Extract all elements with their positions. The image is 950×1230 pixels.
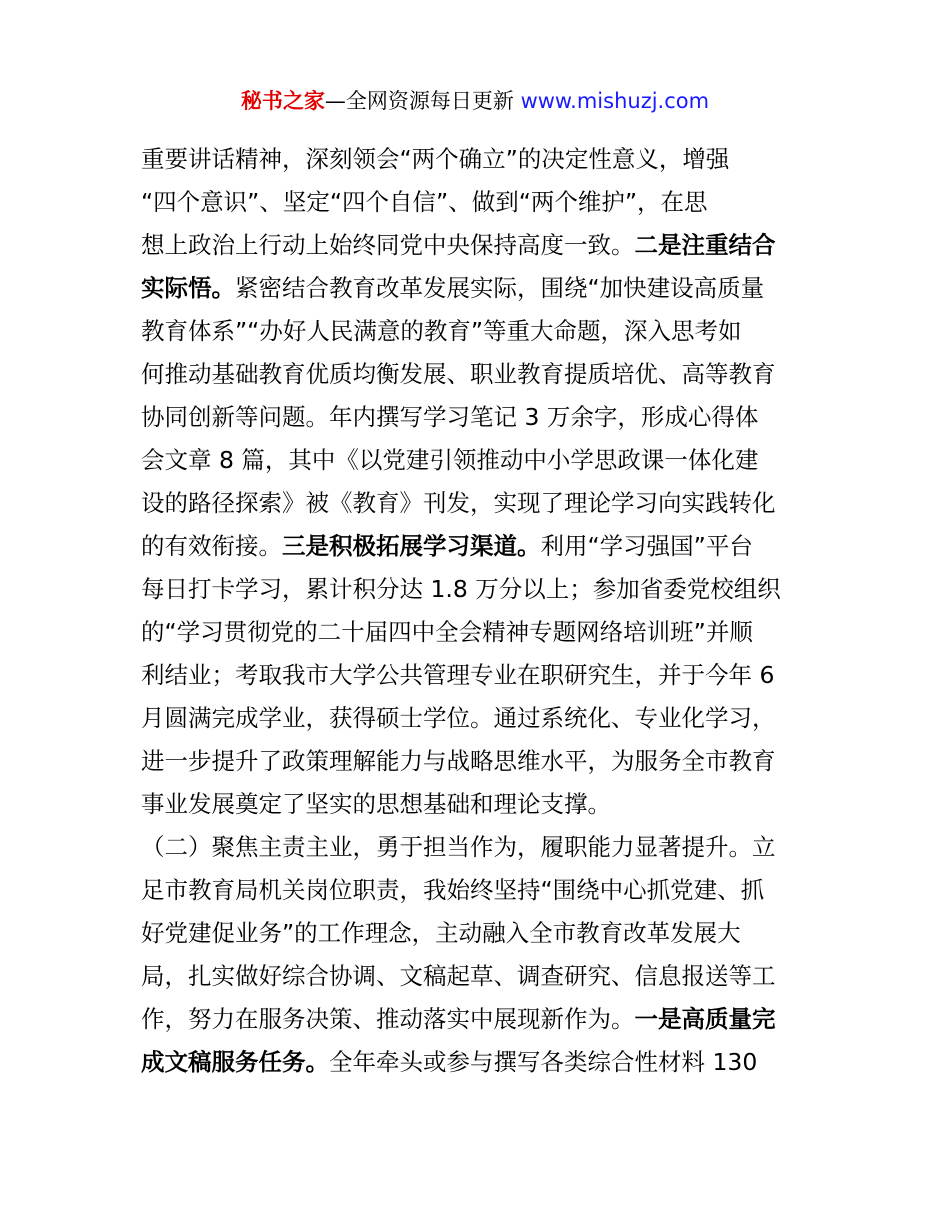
text-line: [141, 654, 821, 697]
bold-text-segment: 实际悟。: [141, 274, 235, 302]
text-line: [141, 912, 821, 955]
text-segment: 的“学习贯彻党的二十届四中全会精神专题网络培训班”并顺: [141, 618, 753, 646]
text-segment: 利用“学习强国”平台: [540, 532, 753, 560]
text-segment: 全年牵头或参与撰写各类综合性材料 130: [329, 1048, 758, 1076]
text-line: [141, 611, 821, 654]
text-segment: “四个意识”、坚定“四个自信”、做到“两个维护”，在思: [141, 188, 708, 216]
text-line: [141, 955, 821, 998]
text-segment: 足市教育局机关岗位职责，我始终坚持“围绕中心抓党建、抓: [141, 876, 765, 904]
text-segment: 月圆满完成学业，获得硕士学位。通过系统化、专业化学习，: [141, 704, 776, 732]
text-line: [141, 181, 821, 224]
text-line: [141, 482, 821, 525]
text-line: [141, 568, 821, 611]
text-line: [141, 783, 821, 826]
text-segment: 何推动基础教育优质均衡发展、职业教育提质培优、高等教育: [141, 360, 776, 388]
bold-text-segment: 三是积极拓展学习渠道。: [282, 532, 541, 560]
text-line: [141, 138, 821, 181]
text-segment: 局，扎实做好综合协调、文稿起草、调查研究、信息报送等工: [141, 962, 776, 990]
text-line: [141, 267, 821, 310]
text-segment: 设的路径探索》被《教育》刊发，实现了理论学习向实践转化: [141, 489, 776, 517]
site-brand: 秘书之家: [240, 89, 325, 113]
text-line: [141, 224, 821, 267]
text-segment: 重要讲话精神，深刻领会“两个确立”的决定性意义，增强: [141, 145, 730, 173]
text-line: [141, 998, 821, 1041]
site-url-link[interactable]: www.mishuzj.com: [520, 89, 710, 113]
text-segment: 事业发展奠定了坚实的思想基础和理论支撑。: [141, 790, 611, 818]
text-segment: 紧密结合教育改革发展实际，围绕“加快建设高质量: [235, 274, 765, 302]
text-line: [141, 396, 821, 439]
text-segment: 会文章 8 篇，其中《以党建引领推动中小学思政课一体化建: [141, 446, 759, 474]
text-segment: 作，努力在服务决策、推动落实中展现新作为。: [141, 1005, 635, 1033]
text-line: [141, 310, 821, 353]
site-tagline: —全网资源每日更新: [324, 89, 514, 113]
text-line: [141, 525, 821, 568]
text-line: [141, 826, 821, 869]
text-line: [141, 353, 821, 396]
bold-text-segment: 一是高质量完: [634, 1005, 776, 1033]
text-segment: 每日打卡学习，累计积分达 1.8 万分以上；参加省委党校组织: [141, 575, 781, 603]
document-body: [141, 138, 821, 1084]
text-line: [141, 869, 821, 912]
text-segment: （二）聚焦主责主业，勇于担当作为，履职能力显著提升。立: [141, 833, 776, 861]
text-segment: 协同创新等问题。年内撰写学习笔记 3 万余字，形成心得体: [141, 403, 759, 431]
site-header: [0, 86, 950, 116]
text-line: [141, 697, 821, 740]
text-line: [141, 439, 821, 482]
text-segment: 好党建促业务”的工作理念，主动融入全市教育改革发展大: [141, 919, 741, 947]
text-segment: 的有效衔接。: [141, 532, 282, 560]
bold-text-segment: 二是注重结合: [634, 231, 776, 259]
text-segment: 进一步提升了政策理解能力与战略思维水平，为服务全市教育: [141, 747, 776, 775]
text-segment: 利结业；考取我市大学公共管理专业在职研究生，并于今年 6: [141, 661, 775, 689]
text-segment: 想上政治上行动上始终同党中央保持高度一致。: [141, 231, 635, 259]
text-line: [141, 1041, 821, 1084]
text-line: [141, 740, 821, 783]
bold-text-segment: 成文稿服务任务。: [141, 1048, 329, 1076]
text-segment: 教育体系”“办好人民满意的教育”等重大命题，深入思考如: [141, 317, 742, 345]
